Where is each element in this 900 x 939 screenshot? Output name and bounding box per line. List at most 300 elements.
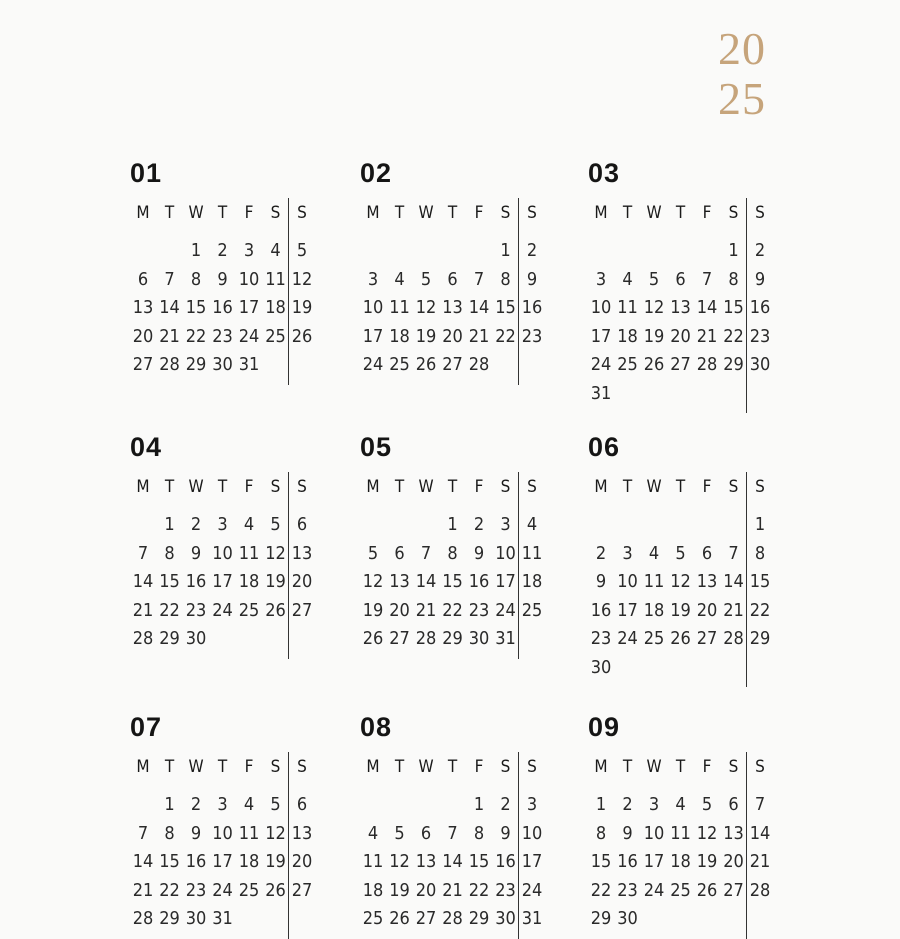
weekend-divider xyxy=(518,198,519,385)
day-cell: 9 xyxy=(217,268,228,290)
day-cell: 4 xyxy=(622,268,633,290)
weekday-header: S xyxy=(297,203,307,223)
day-cell: 1 xyxy=(190,240,202,261)
day-cell: 31 xyxy=(238,354,260,375)
day-cell: 26 xyxy=(696,879,718,901)
day-cell: 25 xyxy=(238,879,260,901)
day-cell: 29 xyxy=(723,354,744,375)
day-cell: 5 xyxy=(270,794,281,815)
day-cell: 15 xyxy=(749,571,771,592)
day-cell: 20 xyxy=(415,879,437,901)
day-cell: 5 xyxy=(675,542,686,564)
day-cell: 11 xyxy=(238,822,260,844)
day-cell: 13 xyxy=(670,297,691,318)
weekday-header: T xyxy=(447,757,458,777)
day-cell: 1 xyxy=(164,514,175,535)
day-cell: 26 xyxy=(265,879,286,901)
day-cell: 1 xyxy=(754,514,766,535)
weekday-header: T xyxy=(675,477,686,497)
day-cell: 17 xyxy=(212,571,233,592)
weekday-header: S xyxy=(527,477,537,497)
weekday-header: M xyxy=(366,203,380,223)
day-cell: 1 xyxy=(164,794,175,815)
day-cell: 16 xyxy=(617,851,638,872)
day-cell: 6 xyxy=(296,794,308,815)
day-cell: 4 xyxy=(243,794,255,815)
day-cell: 2 xyxy=(473,514,485,535)
weekend-divider xyxy=(746,198,747,413)
day-cell: 4 xyxy=(243,514,255,535)
day-cell: 7 xyxy=(701,268,713,290)
day-cell: 18 xyxy=(362,879,384,901)
weekday-header: S xyxy=(527,757,537,777)
month-number: 06 xyxy=(588,432,621,462)
day-cell: 18 xyxy=(643,599,665,621)
weekday-header: T xyxy=(394,477,405,497)
day-cell: 7 xyxy=(137,822,149,844)
day-cell: 29 xyxy=(159,628,180,649)
weekday-header: M xyxy=(366,757,380,777)
weekday-header: W xyxy=(418,477,434,497)
weekday-header: M xyxy=(594,203,608,223)
day-cell: 3 xyxy=(500,514,511,535)
day-cell: 17 xyxy=(643,851,665,872)
weekend-divider xyxy=(746,472,747,687)
day-cell: 14 xyxy=(159,297,180,318)
day-cell: 21 xyxy=(749,851,771,872)
day-cell: 7 xyxy=(728,542,739,564)
day-cell: 16 xyxy=(185,851,207,872)
day-cell: 13 xyxy=(723,822,744,844)
day-cell: 9 xyxy=(473,542,485,564)
day-cell: 10 xyxy=(521,822,543,844)
weekday-header: T xyxy=(217,203,228,223)
weekday-header: T xyxy=(622,203,633,223)
year-heading xyxy=(718,24,766,124)
weekend-divider xyxy=(746,752,747,939)
day-cell: 7 xyxy=(137,542,149,564)
weekday-header: T xyxy=(447,477,458,497)
day-cell: 14 xyxy=(132,851,154,872)
day-cell: 2 xyxy=(190,794,202,815)
month-number: 08 xyxy=(360,712,393,742)
weekday-header: M xyxy=(136,477,150,497)
day-cell: 1 xyxy=(728,240,739,261)
day-cell: 27 xyxy=(132,354,154,375)
day-cell: 22 xyxy=(495,325,516,347)
day-cell: 24 xyxy=(521,879,543,901)
day-cell: 3 xyxy=(243,240,255,261)
day-cell: 20 xyxy=(723,851,744,872)
day-cell: 21 xyxy=(159,325,180,347)
day-cell: 19 xyxy=(362,599,384,621)
day-cell: 21 xyxy=(132,879,154,901)
day-cell: 16 xyxy=(212,297,233,318)
day-cell: 24 xyxy=(212,879,233,901)
weekday-header: M xyxy=(594,477,608,497)
day-cell: 24 xyxy=(212,599,233,621)
day-cell: 17 xyxy=(590,325,612,347)
day-cell: 21 xyxy=(468,325,490,347)
day-cell: 8 xyxy=(447,542,458,564)
day-cell: 6 xyxy=(296,514,308,535)
day-cell: 22 xyxy=(442,599,463,621)
day-cell: 1 xyxy=(595,794,607,815)
day-cell: 2 xyxy=(595,542,607,564)
weekday-header: W xyxy=(646,477,662,497)
day-cell: 8 xyxy=(500,268,511,290)
day-cell: 24 xyxy=(362,354,384,375)
day-cell: 26 xyxy=(265,599,286,621)
day-cell: 2 xyxy=(190,514,202,535)
day-cell: 10 xyxy=(362,297,384,318)
day-cell: 21 xyxy=(415,599,437,621)
day-cell: 29 xyxy=(185,354,207,375)
weekday-header: M xyxy=(136,757,150,777)
weekday-header: M xyxy=(366,477,380,497)
day-cell: 9 xyxy=(190,542,202,564)
day-cell: 13 xyxy=(291,822,313,844)
day-cell: 3 xyxy=(217,794,228,815)
day-cell: 24 xyxy=(238,325,260,347)
day-cell: 15 xyxy=(159,571,180,592)
day-cell: 27 xyxy=(291,599,313,621)
weekend-divider xyxy=(288,472,289,659)
day-cell: 19 xyxy=(291,297,313,318)
day-cell: 15 xyxy=(159,851,180,872)
day-cell: 10 xyxy=(495,542,516,564)
day-cell: 11 xyxy=(521,542,543,564)
day-cell: 6 xyxy=(447,268,458,290)
day-cell: 28 xyxy=(723,628,744,649)
day-cell: 17 xyxy=(617,599,638,621)
day-cell: 28 xyxy=(415,628,437,649)
day-cell: 22 xyxy=(749,599,771,621)
day-cell: 28 xyxy=(442,908,463,929)
day-cell: 22 xyxy=(159,879,180,901)
day-cell: 30 xyxy=(495,908,516,929)
day-cell: 18 xyxy=(238,851,260,872)
day-cell: 10 xyxy=(212,822,233,844)
day-cell: 2 xyxy=(526,240,538,261)
weekday-header: S xyxy=(755,757,765,777)
day-cell: 16 xyxy=(185,571,207,592)
weekday-header: T xyxy=(164,757,175,777)
weekend-divider xyxy=(288,198,289,385)
day-cell: 12 xyxy=(265,542,286,564)
day-cell: 6 xyxy=(728,794,739,815)
day-cell: 7 xyxy=(447,822,458,844)
day-cell: 2 xyxy=(754,240,766,261)
weekday-header: F xyxy=(474,203,484,223)
weekday-header: S xyxy=(728,477,739,497)
day-cell: 26 xyxy=(670,628,691,649)
day-cell: 3 xyxy=(622,542,633,564)
day-cell: 23 xyxy=(212,325,233,347)
day-cell: 5 xyxy=(270,514,281,535)
day-cell: 10 xyxy=(617,571,638,592)
weekday-header: S xyxy=(270,757,281,777)
day-cell: 14 xyxy=(132,571,154,592)
day-cell: 30 xyxy=(212,354,233,375)
day-cell: 27 xyxy=(291,879,313,901)
weekday-header: T xyxy=(217,757,228,777)
day-cell: 23 xyxy=(749,325,771,347)
day-cell: 25 xyxy=(521,599,543,621)
day-cell: 10 xyxy=(590,297,612,318)
day-cell: 15 xyxy=(468,851,490,872)
day-cell: 6 xyxy=(420,822,432,844)
day-cell: 19 xyxy=(265,571,286,592)
day-cell: 6 xyxy=(675,268,686,290)
day-cell: 6 xyxy=(394,542,405,564)
month-number: 05 xyxy=(360,432,393,462)
day-cell: 17 xyxy=(495,571,516,592)
day-cell: 14 xyxy=(415,571,437,592)
day-cell: 14 xyxy=(442,851,463,872)
day-cell: 22 xyxy=(185,325,207,347)
day-cell: 28 xyxy=(696,354,718,375)
day-cell: 30 xyxy=(185,628,207,649)
weekday-header: F xyxy=(702,477,712,497)
day-cell: 27 xyxy=(442,354,463,375)
day-cell: 17 xyxy=(362,325,384,347)
day-cell: 4 xyxy=(675,794,686,815)
day-cell: 24 xyxy=(495,599,516,621)
day-cell: 28 xyxy=(749,879,771,901)
day-cell: 16 xyxy=(749,297,771,318)
weekday-header: W xyxy=(418,757,434,777)
day-cell: 21 xyxy=(132,599,154,621)
day-cell: 2 xyxy=(500,794,511,815)
day-cell: 18 xyxy=(521,571,543,592)
day-cell: 26 xyxy=(415,354,437,375)
day-cell: 11 xyxy=(238,542,260,564)
day-cell: 24 xyxy=(643,879,665,901)
weekday-header: F xyxy=(702,203,712,223)
day-cell: 23 xyxy=(185,879,207,901)
day-cell: 28 xyxy=(159,354,180,375)
day-cell: 16 xyxy=(495,851,516,872)
weekday-header: F xyxy=(244,477,254,497)
day-cell: 4 xyxy=(367,822,379,844)
day-cell: 13 xyxy=(696,571,718,592)
day-cell: 27 xyxy=(415,908,437,929)
day-cell: 18 xyxy=(265,297,286,318)
weekday-header: T xyxy=(164,477,175,497)
day-cell: 27 xyxy=(670,354,691,375)
month-number: 07 xyxy=(130,712,163,742)
day-cell: 12 xyxy=(265,822,286,844)
day-cell: 15 xyxy=(590,851,612,872)
day-cell: 16 xyxy=(590,599,612,621)
weekday-header: W xyxy=(188,477,204,497)
day-cell: 18 xyxy=(670,851,691,872)
day-cell: 21 xyxy=(442,879,463,901)
day-cell: 22 xyxy=(723,325,744,347)
weekday-header: W xyxy=(188,757,204,777)
day-cell: 9 xyxy=(595,571,607,592)
weekday-header: S xyxy=(500,477,511,497)
day-cell: 5 xyxy=(420,268,432,290)
day-cell: 11 xyxy=(643,571,665,592)
day-cell: 8 xyxy=(473,822,485,844)
day-cell: 20 xyxy=(291,571,313,592)
day-cell: 1 xyxy=(473,794,485,815)
day-cell: 19 xyxy=(643,325,665,347)
day-cell: 3 xyxy=(595,268,607,290)
weekday-header: S xyxy=(755,477,765,497)
day-cell: 19 xyxy=(696,851,718,872)
day-cell: 20 xyxy=(670,325,691,347)
day-cell: 27 xyxy=(389,628,410,649)
day-cell: 2 xyxy=(622,794,633,815)
weekday-header: W xyxy=(646,203,662,223)
weekday-header: S xyxy=(270,477,281,497)
day-cell: 13 xyxy=(132,297,154,318)
day-cell: 20 xyxy=(132,325,154,347)
day-cell: 8 xyxy=(754,542,766,564)
day-cell: 27 xyxy=(723,879,744,901)
day-cell: 14 xyxy=(749,822,771,844)
day-cell: 1 xyxy=(447,514,458,535)
day-cell: 15 xyxy=(442,571,463,592)
day-cell: 15 xyxy=(723,297,744,318)
day-cell: 16 xyxy=(521,297,543,318)
day-cell: 25 xyxy=(362,908,384,929)
day-cell: 25 xyxy=(643,628,665,649)
weekday-header: S xyxy=(297,477,307,497)
day-cell: 11 xyxy=(265,268,286,290)
day-cell: 5 xyxy=(701,794,713,815)
day-cell: 18 xyxy=(389,325,410,347)
day-cell: 23 xyxy=(468,599,490,621)
day-cell: 20 xyxy=(291,851,313,872)
day-cell: 8 xyxy=(164,542,175,564)
day-cell: 25 xyxy=(670,879,691,901)
day-cell: 13 xyxy=(389,571,410,592)
day-cell: 4 xyxy=(526,514,538,535)
day-cell: 17 xyxy=(212,851,233,872)
weekday-header: F xyxy=(244,203,254,223)
weekday-header: F xyxy=(702,757,712,777)
weekday-header: W xyxy=(188,203,204,223)
weekday-header: T xyxy=(164,203,175,223)
day-cell: 8 xyxy=(190,268,202,290)
day-cell: 13 xyxy=(415,851,437,872)
day-cell: 19 xyxy=(415,325,437,347)
day-cell: 2 xyxy=(217,240,228,261)
day-cell: 9 xyxy=(754,268,766,290)
day-cell: 17 xyxy=(238,297,260,318)
day-cell: 8 xyxy=(728,268,739,290)
weekday-header: S xyxy=(755,203,765,223)
day-cell: 12 xyxy=(291,268,313,290)
day-cell: 5 xyxy=(296,240,308,261)
weekday-header: S xyxy=(728,757,739,777)
weekend-divider xyxy=(288,752,289,939)
day-cell: 23 xyxy=(617,879,638,901)
day-cell: 1 xyxy=(500,240,511,261)
day-cell: 19 xyxy=(389,879,410,901)
day-cell: 26 xyxy=(291,325,313,347)
day-cell: 10 xyxy=(212,542,233,564)
day-cell: 11 xyxy=(389,297,410,318)
month-number: 03 xyxy=(588,158,621,188)
weekday-header: T xyxy=(675,203,686,223)
day-cell: 18 xyxy=(238,571,260,592)
day-cell: 28 xyxy=(132,628,154,649)
day-cell: 12 xyxy=(696,822,718,844)
day-cell: 27 xyxy=(696,628,718,649)
year-first-half: 20 xyxy=(718,23,766,74)
day-cell: 13 xyxy=(442,297,463,318)
day-cell: 29 xyxy=(749,628,771,649)
day-cell: 30 xyxy=(617,908,638,929)
weekday-header: T xyxy=(622,757,633,777)
day-cell: 23 xyxy=(590,628,612,649)
day-cell: 30 xyxy=(590,656,612,678)
day-cell: 30 xyxy=(749,354,771,375)
day-cell: 30 xyxy=(468,628,490,649)
day-cell: 4 xyxy=(648,542,660,564)
day-cell: 15 xyxy=(185,297,207,318)
day-cell: 16 xyxy=(468,571,490,592)
day-cell: 10 xyxy=(643,822,665,844)
day-cell: 23 xyxy=(495,879,516,901)
day-cell: 29 xyxy=(442,628,463,649)
day-cell: 9 xyxy=(190,822,202,844)
day-cell: 25 xyxy=(238,599,260,621)
day-cell: 21 xyxy=(723,599,744,621)
day-cell: 7 xyxy=(420,542,432,564)
weekday-header: S xyxy=(297,757,307,777)
day-cell: 29 xyxy=(159,908,180,929)
day-cell: 23 xyxy=(521,325,543,347)
day-cell: 30 xyxy=(185,908,207,929)
weekday-header: F xyxy=(244,757,254,777)
day-cell: 7 xyxy=(473,268,485,290)
day-cell: 14 xyxy=(696,297,718,318)
day-cell: 3 xyxy=(367,268,379,290)
weekday-header: S xyxy=(270,203,281,223)
day-cell: 4 xyxy=(394,268,405,290)
weekday-header: S xyxy=(527,203,537,223)
day-cell: 25 xyxy=(389,354,410,375)
weekday-header: F xyxy=(474,757,484,777)
day-cell: 4 xyxy=(270,240,281,261)
weekday-header: M xyxy=(136,203,150,223)
weekday-header: T xyxy=(217,477,228,497)
day-cell: 11 xyxy=(362,851,384,872)
day-cell: 24 xyxy=(590,354,612,375)
day-cell: 29 xyxy=(590,908,612,929)
weekday-header: S xyxy=(500,757,511,777)
weekend-divider xyxy=(518,472,519,659)
day-cell: 3 xyxy=(217,514,228,535)
weekday-header: W xyxy=(418,203,434,223)
day-cell: 3 xyxy=(526,794,538,815)
day-cell: 17 xyxy=(521,851,543,872)
day-cell: 8 xyxy=(164,822,175,844)
month-number: 01 xyxy=(130,158,163,188)
day-cell: 13 xyxy=(291,542,313,564)
day-cell: 20 xyxy=(389,599,410,621)
day-cell: 6 xyxy=(137,268,149,290)
day-cell: 12 xyxy=(415,297,437,318)
weekday-header: S xyxy=(500,203,511,223)
day-cell: 11 xyxy=(670,822,691,844)
